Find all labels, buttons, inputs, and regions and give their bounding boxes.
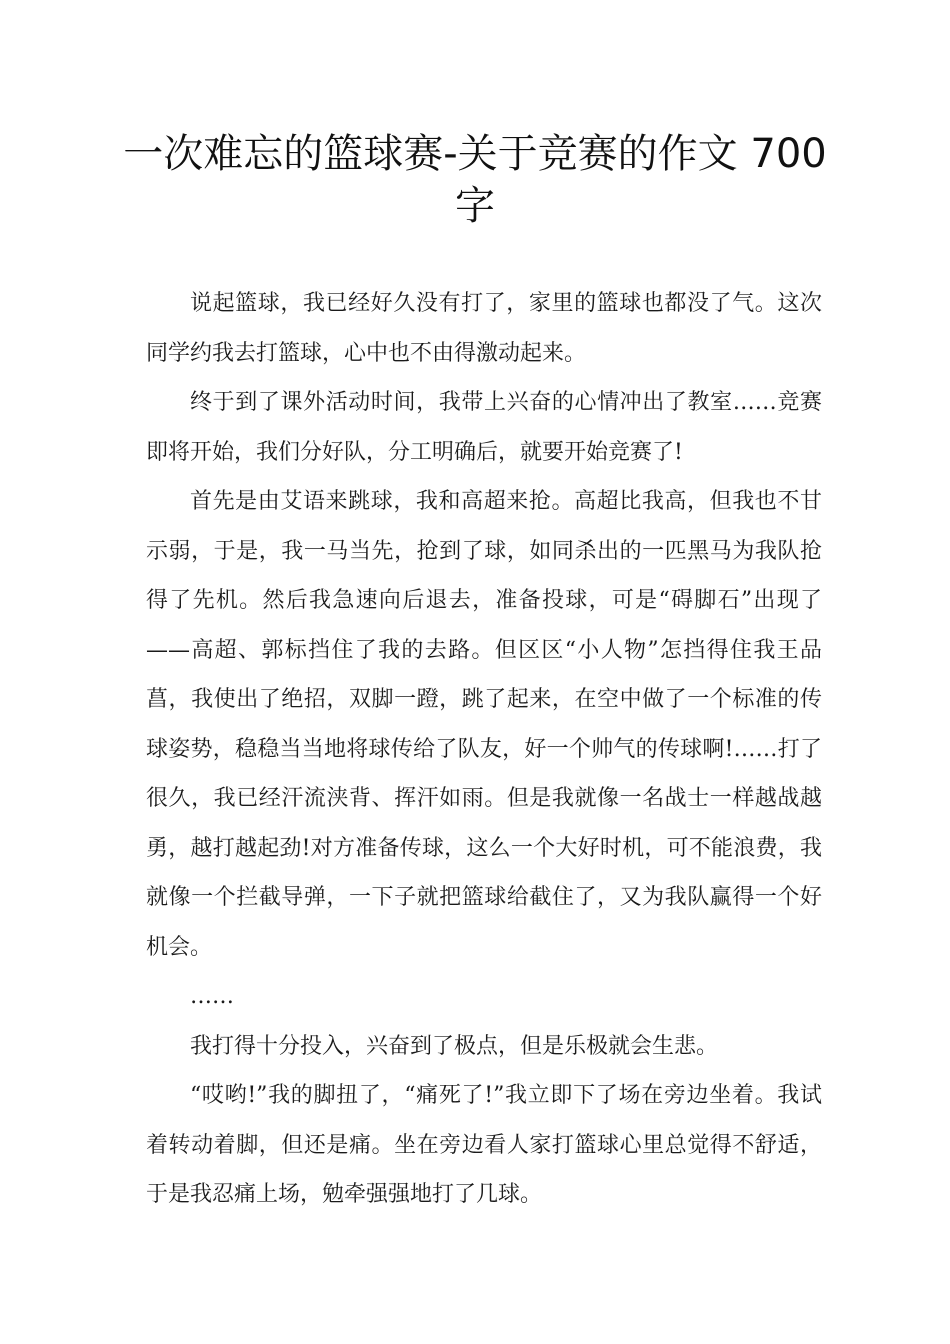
document-body — [146, 279, 822, 1220]
paragraph: 说起篮球，我已经好久没有打了，家里的篮球也都没了气。这次同学约我去打篮球，心中也不由得激动起来。 — [146, 291, 822, 366]
paragraph: 我打得十分投入，兴奋到了极点，但是乐极就会生悲。 — [190, 1033, 719, 1059]
paragraph: “哎哟!”我的脚扭了，“痛死了!”我立即下了场在旁边坐着。我试着转动着脚，但还是痛。坐在旁边看人家打篮球心里总觉得不舒适，于是我忍痛上场，勉牵强强地打了几球。 — [146, 1083, 822, 1207]
paragraph: 首先是由艾语来跳球，我和高超来抢。高超比我高，但我也不甘示弱，于是，我一马当先，抢到了球，如同杀出的一匹黑马为我队抢得了先机。然后我急速向后退去，准备投球，可是“碍脚石”出现了——高超、郭标挡住了我的去路。但区区“小人物”怎挡得住我王品菖，我使出了绝招，双脚一蹬，跳了起来，在空中做了一个标准的传球姿势，稳稳当当地将球传给了队友，好一个帅气的传球啊!……打了很久，我已经汗流浃背、挥汗如雨。但是我就像一名战士一样越战越勇，越打越起劲!对方准备传球，这么一个大好时机，可不能浪费，我就像一个拦截导弹，一下子就把篮球给截住了，又为我队赢得一个好机会。 — [146, 489, 822, 960]
document-title: 一次难忘的篮球赛-关于竞赛的作文 700 字 — [123, 131, 827, 229]
ellipsis-paragraph: …… — [190, 984, 234, 1009]
paragraph: 终于到了课外活动时间，我带上兴奋的心情冲出了教室……竞赛即将开始，我们分好队，分工明确后，就要开始竞赛了! — [146, 390, 822, 465]
